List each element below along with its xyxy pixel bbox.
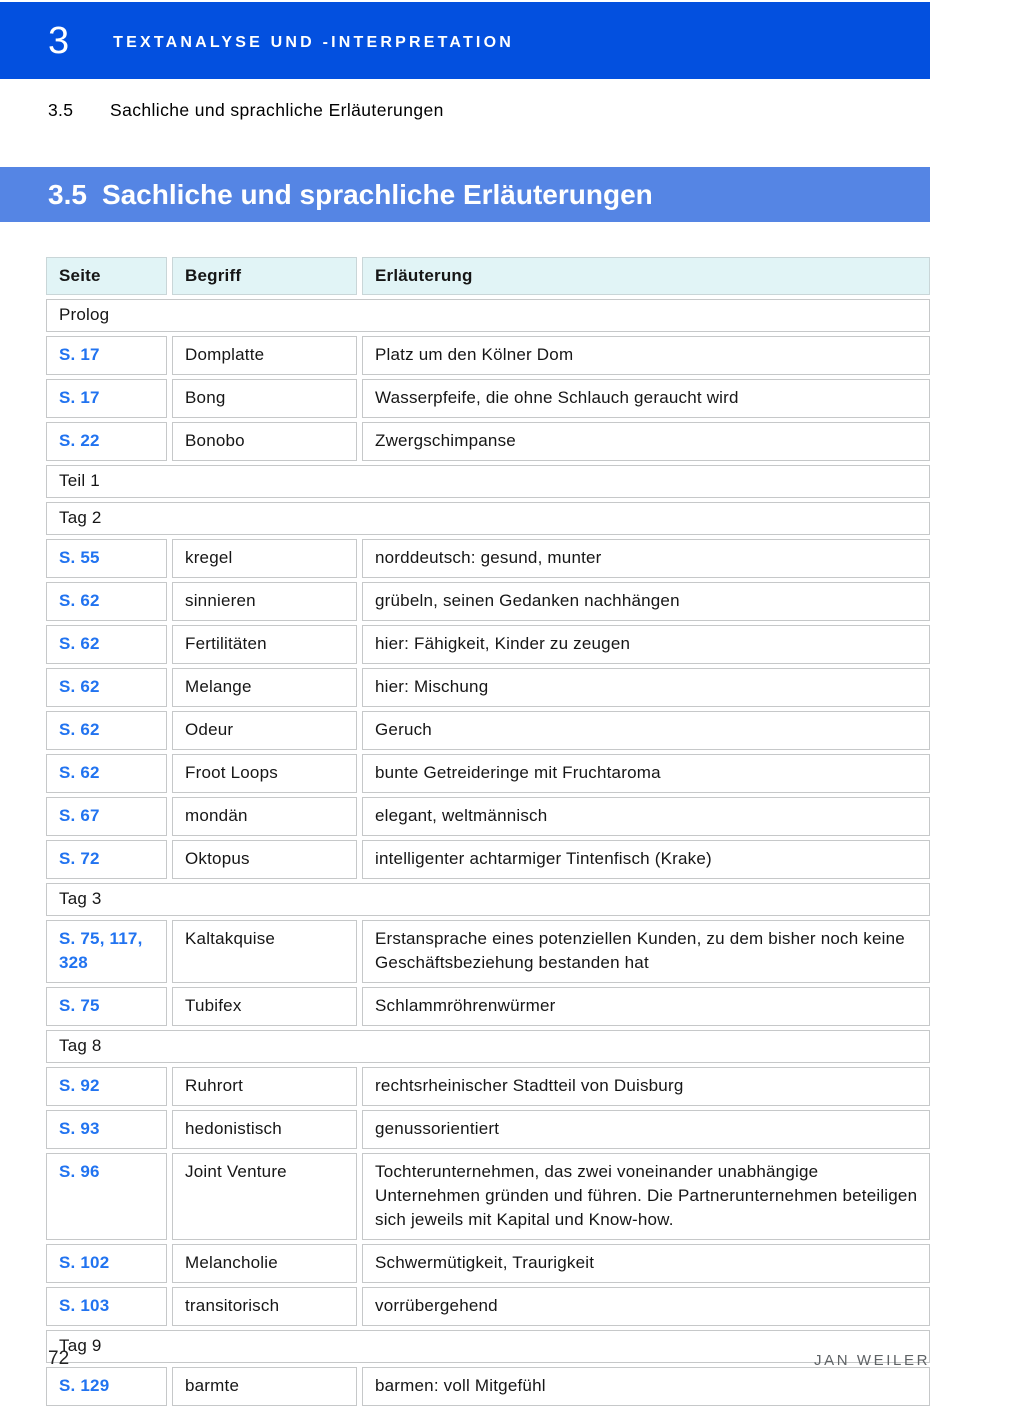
term: sinnieren [172,582,357,621]
table-row [46,1110,930,1149]
table-row [46,422,930,461]
term: Domplatte [172,336,357,375]
explanation: elegant, weltmännisch [362,797,930,836]
column-header-begriff: Begriff [172,257,357,295]
column-header-erlaeuterung: Erläuterung [362,257,930,295]
page-reference: S. 102 [46,1244,167,1283]
page-reference: S. 72 [46,840,167,879]
breadcrumb-title: Sachliche und sprachliche Erläuterungen [110,100,444,120]
page-reference: S. 75, 117, 328 [46,920,167,983]
explanation: Schlammröhrenwürmer [362,987,930,1026]
term: Ruhrort [172,1067,357,1106]
page-reference: S. 62 [46,582,167,621]
section-label: Prolog [46,299,930,332]
table-header-row [46,257,930,295]
column-header-seite: Seite [46,257,167,295]
section-row [46,502,930,535]
page-reference: S. 96 [46,1153,167,1240]
explanation: hier: Fähigkeit, Kinder zu zeugen [362,625,930,664]
page-reference: S. 67 [46,797,167,836]
term: Bonobo [172,422,357,461]
term: Bong [172,379,357,418]
chapter-title: TEXTANALYSE UND -INTERPRETATION [113,33,514,51]
explanation: Platz um den Kölner Dom [362,336,930,375]
section-row [46,1030,930,1063]
table-row [46,1067,930,1106]
table-row [46,1287,930,1326]
explanation: Tochterunternehmen, das zwei voneinander unabhängige Unternehmen gründen und führen. Die Partnerunternehmen beteiligen sich jeweils mit Kapital und Know-how. [362,1153,930,1240]
term: Tubifex [172,987,357,1026]
explanation: hier: Mischung [362,668,930,707]
page-reference: S. 103 [46,1287,167,1326]
page-reference: S. 62 [46,668,167,707]
explanation: barmen: voll Mitgefühl [362,1367,930,1406]
term: Kaltakquise [172,920,357,983]
section-label: Tag 8 [46,1030,930,1063]
page-reference: S. 129 [46,1367,167,1406]
table-row [46,754,930,793]
table-row [46,987,930,1026]
term: transitorisch [172,1287,357,1326]
explanation: Geruch [362,711,930,750]
explanation: intelligenter achtarmiger Tintenfisch (Krake) [362,840,930,879]
page-reference: S. 17 [46,379,167,418]
table-row [46,711,930,750]
table-row [46,1244,930,1283]
section-label: Tag 3 [46,883,930,916]
term: mondän [172,797,357,836]
explanation: Erstansprache eines potenziellen Kunden, zu dem bisher noch keine Geschäftsbeziehung bestanden hat [362,920,930,983]
explanation: genussorientiert [362,1110,930,1149]
table-row [46,582,930,621]
term: Oktopus [172,840,357,879]
explanation: Zwergschimpanse [362,422,930,461]
page-reference: S. 75 [46,987,167,1026]
table-row [46,625,930,664]
page-reference: S. 62 [46,625,167,664]
page-footer [0,1348,930,1374]
section-label: Teil 1 [46,465,930,498]
explanation: norddeutsch: gesund, munter [362,539,930,578]
term: kregel [172,539,357,578]
table-row [46,379,930,418]
explanation: grübeln, seinen Gedanken nachhängen [362,582,930,621]
term: Melancholie [172,1244,357,1283]
term: Odeur [172,711,357,750]
section-title: Sachliche und sprachliche Erläuterungen [101,178,653,210]
footer-page-number: 72 [48,1348,70,1369]
term: hedonistisch [172,1110,357,1149]
explanation: vorrübergehend [362,1287,930,1326]
explanation: Schwermütigkeit, Traurigkeit [362,1244,930,1283]
explanation: rechtsrheinischer Stadtteil von Duisburg [362,1067,930,1106]
page-reference: S. 17 [46,336,167,375]
glossary-table [41,253,935,1410]
section-row [46,299,930,332]
table-row [46,539,930,578]
footer-author: JAN WEILER [813,1352,930,1369]
chapter-number: 3 [48,19,70,62]
table-row [46,668,930,707]
section-heading-band [0,167,930,222]
page-reference: S. 93 [46,1110,167,1149]
page-reference: S. 92 [46,1067,167,1106]
page-reference: S. 62 [46,754,167,793]
section-row [46,883,930,916]
section-number: 3.5 [48,178,87,210]
table-row [46,840,930,879]
page-reference: S. 62 [46,711,167,750]
glossary-table-body [46,299,930,1406]
table-row [46,336,930,375]
table-row [46,920,930,983]
explanation: bunte Getreideringe mit Fruchtaroma [362,754,930,793]
page-reference: S. 22 [46,422,167,461]
term: Joint Venture [172,1153,357,1240]
explanation: Wasserpfeife, die ohne Schlauch geraucht wird [362,379,930,418]
term: barmte [172,1367,357,1406]
term: Fertilitäten [172,625,357,664]
breadcrumb-number: 3.5 [48,100,74,120]
page-reference: S. 55 [46,539,167,578]
chapter-header-band [0,2,930,79]
table-row [46,797,930,836]
glossary-table-container [41,253,935,1410]
section-label: Tag 9 [46,1330,930,1363]
term: Melange [172,668,357,707]
section-row [46,465,930,498]
term: Froot Loops [172,754,357,793]
section-label: Tag 2 [46,502,930,535]
table-row [46,1153,930,1240]
